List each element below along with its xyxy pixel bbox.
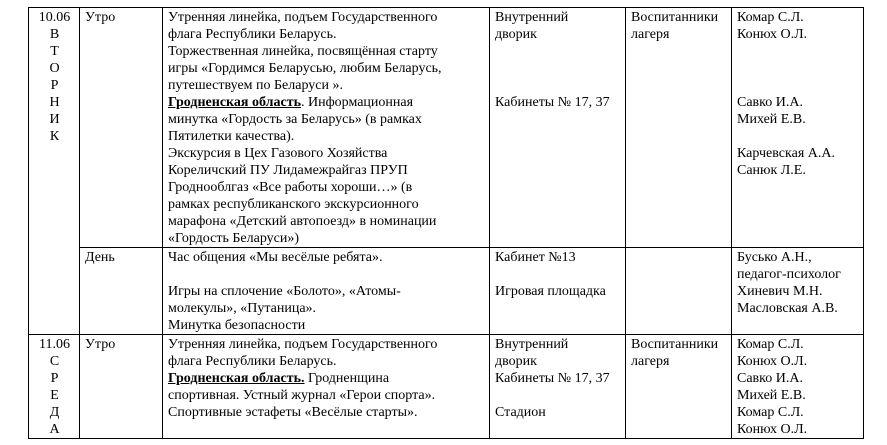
responsible-line: Савко И.А. xyxy=(737,95,803,110)
activity-line: Игры на сплочение «Болото», «Атомы- xyxy=(168,284,401,299)
location-line: Внутренний xyxy=(495,337,569,352)
activity-line: Экскурсия в Цех Газового Хозяйства xyxy=(168,146,388,161)
region-label: Гродненская область. xyxy=(168,371,305,386)
time-cell xyxy=(80,248,163,335)
responsible-cell xyxy=(732,8,864,248)
responsible-line: Комар С.Л. xyxy=(737,10,804,25)
weekday-letter: Р xyxy=(50,371,59,386)
table-row xyxy=(29,335,864,439)
table-row xyxy=(29,248,864,335)
activity-line: Кореличский ПУ Лидамежрайгаз ПРУП xyxy=(168,163,408,178)
weekday-letter: И xyxy=(49,112,60,127)
weekday-letter: В xyxy=(49,27,60,42)
activity-line: минутка «Гордость за Беларусь» (в рамках xyxy=(168,112,422,127)
responsible-line: Михей Е.В. xyxy=(737,388,806,403)
activity-line xyxy=(168,370,485,387)
responsible-line: Михей Е.В. xyxy=(737,112,806,127)
date-label: 10.06 xyxy=(38,10,71,25)
location-line: Стадион xyxy=(495,405,546,420)
participants-cell xyxy=(626,8,732,248)
responsible-line: Бусько А.Н., xyxy=(737,250,812,265)
time-cell xyxy=(80,8,163,248)
responsible-line: Санюк Л.Е. xyxy=(737,163,806,178)
activity-line: марафона «Детский автопоезд» в номинации xyxy=(168,214,437,229)
activity-cell xyxy=(163,248,490,335)
table-row xyxy=(29,8,864,248)
weekday-letter: К xyxy=(49,129,60,144)
responsible-line: Хиневич М.Н. xyxy=(737,284,823,299)
responsible-line: Конюх О.Л. xyxy=(737,27,808,42)
activity-line: Пятилетки качества). xyxy=(168,129,295,144)
weekday-vertical xyxy=(34,26,75,145)
participants-cell xyxy=(626,335,732,439)
activity-line xyxy=(168,94,485,111)
activity-line: «Гордость Беларуси») xyxy=(168,231,300,246)
participants-line: Воспитанники xyxy=(631,337,719,352)
activity-cell xyxy=(163,8,490,248)
weekday-letter: Е xyxy=(50,388,59,403)
responsible-line: Савко И.А. xyxy=(737,371,803,386)
activity-line: спортивная. Устный журнал «Герои спорта». xyxy=(168,388,436,403)
region-label: Гродненская область xyxy=(168,95,301,110)
participants-line: Воспитанники xyxy=(631,10,719,25)
responsible-line: Конюх О.Л. xyxy=(737,422,808,437)
date-cell xyxy=(29,335,80,439)
activity-line: Утренняя линейка, подъем Государственного xyxy=(168,337,438,352)
time-label: Утро xyxy=(85,10,116,25)
responsible-line: Комар С.Л. xyxy=(737,405,804,420)
responsible-cell xyxy=(732,248,864,335)
time-label: Утро xyxy=(85,337,116,352)
weekday-letter: А xyxy=(49,422,60,437)
participants-line: лагеря xyxy=(631,27,670,42)
weekday-letter: С xyxy=(49,354,60,369)
location-cell xyxy=(490,248,626,335)
activity-text: Гродненщина xyxy=(304,371,390,386)
weekday-letter: О xyxy=(49,61,60,76)
activity-line: Утренняя линейка, подъем Государственного xyxy=(168,10,438,25)
responsible-line: Конюх О.Л. xyxy=(737,354,808,369)
location-line: Кабинеты № 17, 37 xyxy=(495,95,610,110)
activity-line: Час общения «Мы весёлые ребята». xyxy=(168,250,383,265)
location-line: Игровая площадка xyxy=(495,284,606,299)
activity-line: Гроднооблгаз «Все работы хороши…» (в xyxy=(168,180,413,195)
activity-line: Минутка безопасности xyxy=(168,318,306,333)
activity-text: . Информационная xyxy=(300,95,414,110)
location-line: Внутренний xyxy=(495,10,569,25)
participants-cell xyxy=(626,248,732,335)
participants-line: лагеря xyxy=(631,354,670,369)
activity-line: Спортивные эстафеты «Весёлые старты». xyxy=(168,405,418,420)
activity-line: Торжественная линейка, посвящённая старту xyxy=(168,44,438,59)
activity-line: флага Республики Беларусь. xyxy=(168,27,337,42)
time-label: День xyxy=(85,250,115,265)
responsible-line: Масловская А.В. xyxy=(737,301,838,316)
weekday-vertical xyxy=(34,353,75,438)
date-label: 11.06 xyxy=(39,337,70,352)
location-line: дворик xyxy=(495,354,537,369)
responsible-line: Комар С.Л. xyxy=(737,337,804,352)
location-line: Кабинет №13 xyxy=(495,250,576,265)
time-cell xyxy=(80,335,163,439)
activity-line: путешествуем по Беларуси ». xyxy=(168,78,343,93)
weekday-letter: Р xyxy=(50,78,59,93)
activity-line: молекулы», «Путаница». xyxy=(168,301,317,316)
location-line: дворик xyxy=(495,27,537,42)
weekday-letter: Т xyxy=(50,44,59,59)
location-line: Кабинеты № 17, 37 xyxy=(495,371,610,386)
activity-line: рамках республиканского экскурсионного xyxy=(168,197,419,212)
activity-line: игры «Гордимся Беларусью, любим Беларусь, xyxy=(168,61,442,76)
weekday-letter: Н xyxy=(49,95,60,110)
activity-line: флага Республики Беларусь. xyxy=(168,354,337,369)
responsible-line: педагог-психолог xyxy=(737,267,841,282)
location-cell xyxy=(490,335,626,439)
weekday-letter: Д xyxy=(49,405,60,420)
activity-cell xyxy=(163,335,490,439)
responsible-line: Карчевская А.А. xyxy=(737,146,835,161)
schedule-table xyxy=(28,7,864,439)
responsible-cell xyxy=(732,335,864,439)
location-cell xyxy=(490,8,626,248)
date-cell xyxy=(29,8,80,335)
